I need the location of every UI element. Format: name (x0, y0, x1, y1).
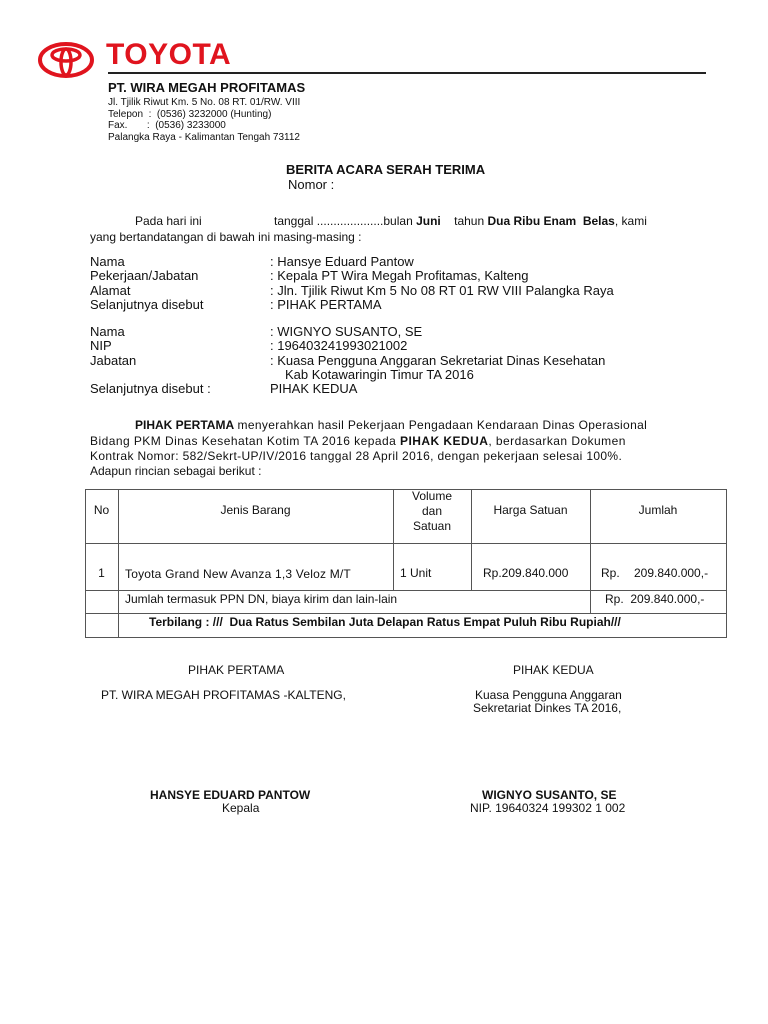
header-line: Satuan (412, 519, 452, 533)
intro-month: Juni (416, 214, 441, 228)
field-value: : Jln. Tjilik Riwut Km 5 No 08 RT 01 RW VIII Palangka Raya (270, 283, 614, 298)
document-title: BERITA ACARA SERAH TERIMA (286, 162, 486, 177)
header-line: dan (421, 504, 443, 518)
cell-total-currency: Rp. (601, 566, 620, 580)
paragraph-line: Adapun rincian sebagai berikut : (90, 464, 262, 478)
field-label: Alamat (90, 283, 131, 298)
cell-total: 209.840.000,- (634, 566, 709, 580)
column-header-volume (393, 489, 471, 534)
cell-volume: 1 Unit (400, 566, 432, 580)
field-value: : Hansye Eduard Pantow (270, 254, 414, 269)
field-value: : WIGNYO SUSANTO, SE (270, 324, 423, 339)
field-value-continued: Kab Kotawaringin Timur TA 2016 (285, 367, 474, 382)
signatory-role: PIHAK PERTAMA (188, 663, 285, 677)
field-label: Selanjutnya disebut (90, 297, 204, 312)
intro-text: tanggal ....................bulan (274, 214, 413, 228)
table-rule (726, 489, 727, 638)
cell-item: Toyota Grand New Avanza 1,3 Veloz M/T (125, 567, 351, 581)
paragraph-line (90, 434, 626, 449)
paragraph-line: Kontrak Nomor: 582/Sekrt-UP/IV/2016 tanggal 28 April 2016, dengan pekerjaan selesai 100%. (90, 449, 623, 463)
paragraph-line (135, 418, 711, 433)
column-header-total: Jumlah (638, 503, 678, 517)
company-name: PT. WIRA MEGAH PROFITAMAS (108, 80, 306, 95)
field-label: Pekerjaan/Jabatan (90, 268, 199, 283)
table-rule (85, 637, 727, 638)
intro-line-1 (135, 214, 202, 229)
address-line: Telepon : (0536) 3232000 (Hunting) (108, 108, 272, 120)
intro-year: Dua Ribu Enam Belas (487, 214, 615, 228)
signatory-role: PIHAK KEDUA (513, 663, 594, 677)
field-label: NIP (90, 338, 112, 353)
table-rule (85, 613, 727, 614)
paragraph-text: Bidang PKM Dinas Kesehatan Kotim TA 2016 kepada (90, 434, 397, 448)
table-rule (85, 590, 727, 591)
signatory-org: Kuasa Pengguna Anggaran (475, 688, 622, 702)
amount-in-words: Terbilang : /// Dua Ratus Sembilan Juta Delapan Ratus Empat Puluh Ribu Rupiah/// (149, 615, 621, 629)
field-value: : Kepala PT Wira Megah Profitamas, Kalteng (270, 268, 529, 283)
field-value: PIHAK KEDUA (270, 381, 358, 396)
party-one-ref: PIHAK PERTAMA (135, 418, 235, 432)
company-address (108, 97, 300, 143)
header-divider (108, 72, 706, 74)
intro-text: tahun (454, 214, 485, 228)
signatory-name: HANSYE EDUARD PANTOW (150, 788, 311, 802)
items-table (85, 489, 727, 638)
table-rule (85, 543, 727, 544)
paragraph-text: , berdasarkan Dokumen (488, 434, 626, 448)
column-header-item: Jenis Barang (220, 503, 291, 517)
address-line: Fax. : (0536) 3233000 (108, 120, 226, 131)
column-header-no: No (93, 503, 110, 517)
intro-text: , kami (614, 214, 647, 228)
intro-line-2: yang bertandatangan di bawah ini masing-masing : (90, 230, 362, 244)
intro-text: Pada hari ini (135, 214, 202, 228)
party-two-ref: PIHAK KEDUA (400, 434, 489, 448)
intro-line-1b (274, 214, 647, 229)
field-label: Selanjutnya disebut : (90, 381, 211, 396)
paragraph-text: menyerahkan hasil Pekerjaan Pengadaan Kendaraan Dinas Operasional (237, 418, 648, 432)
brand-wordmark: TOYOTA (106, 38, 232, 71)
toyota-logo-icon (38, 42, 94, 78)
column-header-price: Harga Satuan (493, 503, 568, 517)
field-label: Nama (90, 254, 125, 269)
field-value: : PIHAK PERTAMA (270, 297, 382, 312)
signatory-title: Kepala (222, 801, 260, 815)
signatory-org: PT. WIRA MEGAH PROFITAMAS -KALTENG, (101, 688, 346, 702)
signatory-name: WIGNYO SUSANTO, SE (482, 788, 617, 802)
signatory-org: Sekretariat Dinkes TA 2016, (473, 701, 622, 715)
signatory-nip: NIP. 19640324 199302 1 002 (470, 801, 626, 815)
field-value: : Kuasa Pengguna Anggaran Sekretariat Dinas Kesehatan (270, 353, 606, 368)
address-line: Palangka Raya - Kalimantan Tengah 73112 (108, 131, 300, 143)
cell-price: Rp.209.840.000 (483, 566, 569, 580)
total-label: Jumlah termasuk PPN DN, biaya kirim dan lain-lain (125, 592, 398, 606)
field-label: Jabatan (90, 353, 137, 368)
header-line: Volume (411, 489, 453, 503)
total-value: Rp. 209.840.000,- (605, 592, 705, 606)
field-label: Nama (90, 324, 125, 339)
document-number: Nomor : (288, 177, 335, 192)
address-line: Jl. Tjilik Riwut Km. 5 No. 08 RT. 01/RW. VIII (108, 97, 301, 108)
cell-no: 1 (98, 566, 105, 580)
field-value: : 196403241993021002 (270, 338, 408, 353)
